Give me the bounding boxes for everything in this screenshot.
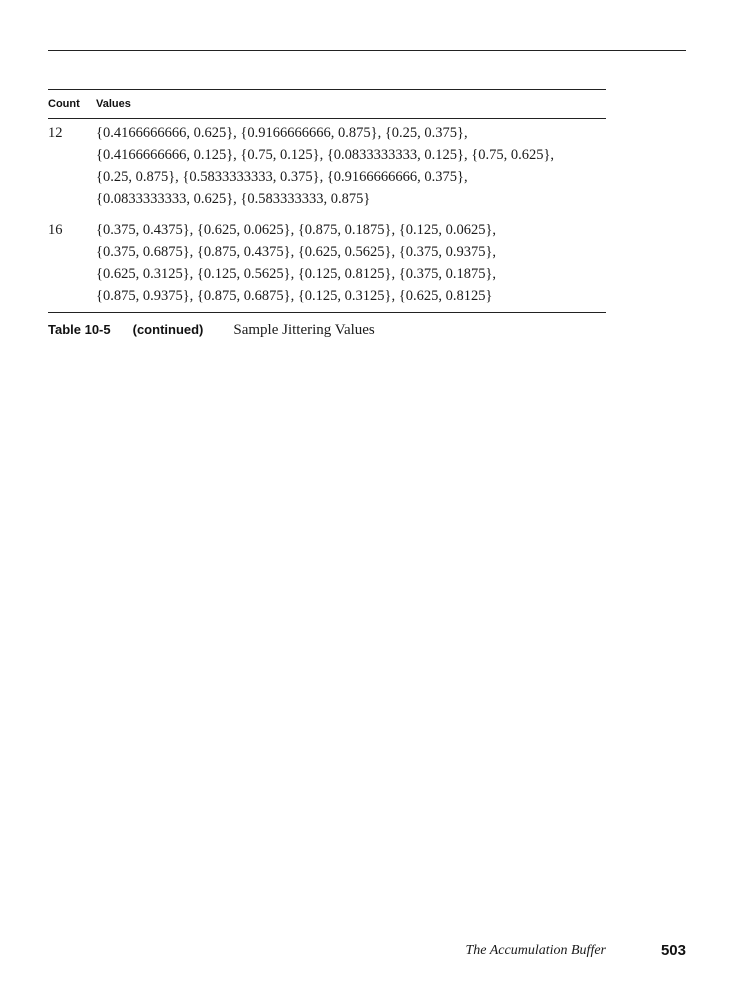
caption-title: Sample Jittering Values (233, 322, 375, 338)
running-footer-title: The Accumulation Buffer (465, 943, 606, 958)
table-caption (48, 322, 375, 339)
values-line: {0.4166666666, 0.625}, {0.9166666666, 0.875}, {0.25, 0.375}, (96, 125, 468, 141)
table-row (48, 122, 606, 210)
caption-label: Table 10-5 (48, 322, 111, 337)
page-number: 503 (660, 942, 686, 959)
header-rule (48, 118, 606, 119)
values-line: {0.375, 0.4375}, {0.625, 0.0625}, {0.875, 0.1875}, {0.125, 0.0625}, (96, 222, 497, 238)
caption-continued: (continued) (132, 322, 204, 337)
table-bottom-rule (48, 312, 606, 313)
values-cell (96, 219, 606, 307)
values-cell (96, 122, 606, 210)
values-line: {0.25, 0.875}, {0.5833333333, 0.375}, {0.9166666666, 0.375}, (96, 169, 468, 185)
count-cell: 16 (48, 222, 63, 238)
jitter-table (48, 89, 606, 313)
values-line: {0.0833333333, 0.625}, {0.583333333, 0.875} (96, 191, 371, 207)
header-values: Values (96, 98, 131, 110)
page-top-rule (48, 50, 686, 51)
table-row (48, 219, 606, 307)
values-line: {0.4166666666, 0.125}, {0.75, 0.125}, {0.0833333333, 0.125}, {0.75, 0.625}, (96, 147, 555, 163)
count-cell: 12 (48, 125, 63, 141)
header-count: Count (48, 98, 80, 110)
table-header (48, 90, 606, 118)
values-line: {0.625, 0.3125}, {0.125, 0.5625}, {0.125, 0.8125}, {0.375, 0.1875}, (96, 266, 497, 282)
values-line: {0.875, 0.9375}, {0.875, 0.6875}, {0.125, 0.3125}, {0.625, 0.8125} (96, 288, 493, 304)
values-line: {0.375, 0.6875}, {0.875, 0.4375}, {0.625, 0.5625}, {0.375, 0.9375}, (96, 244, 497, 260)
